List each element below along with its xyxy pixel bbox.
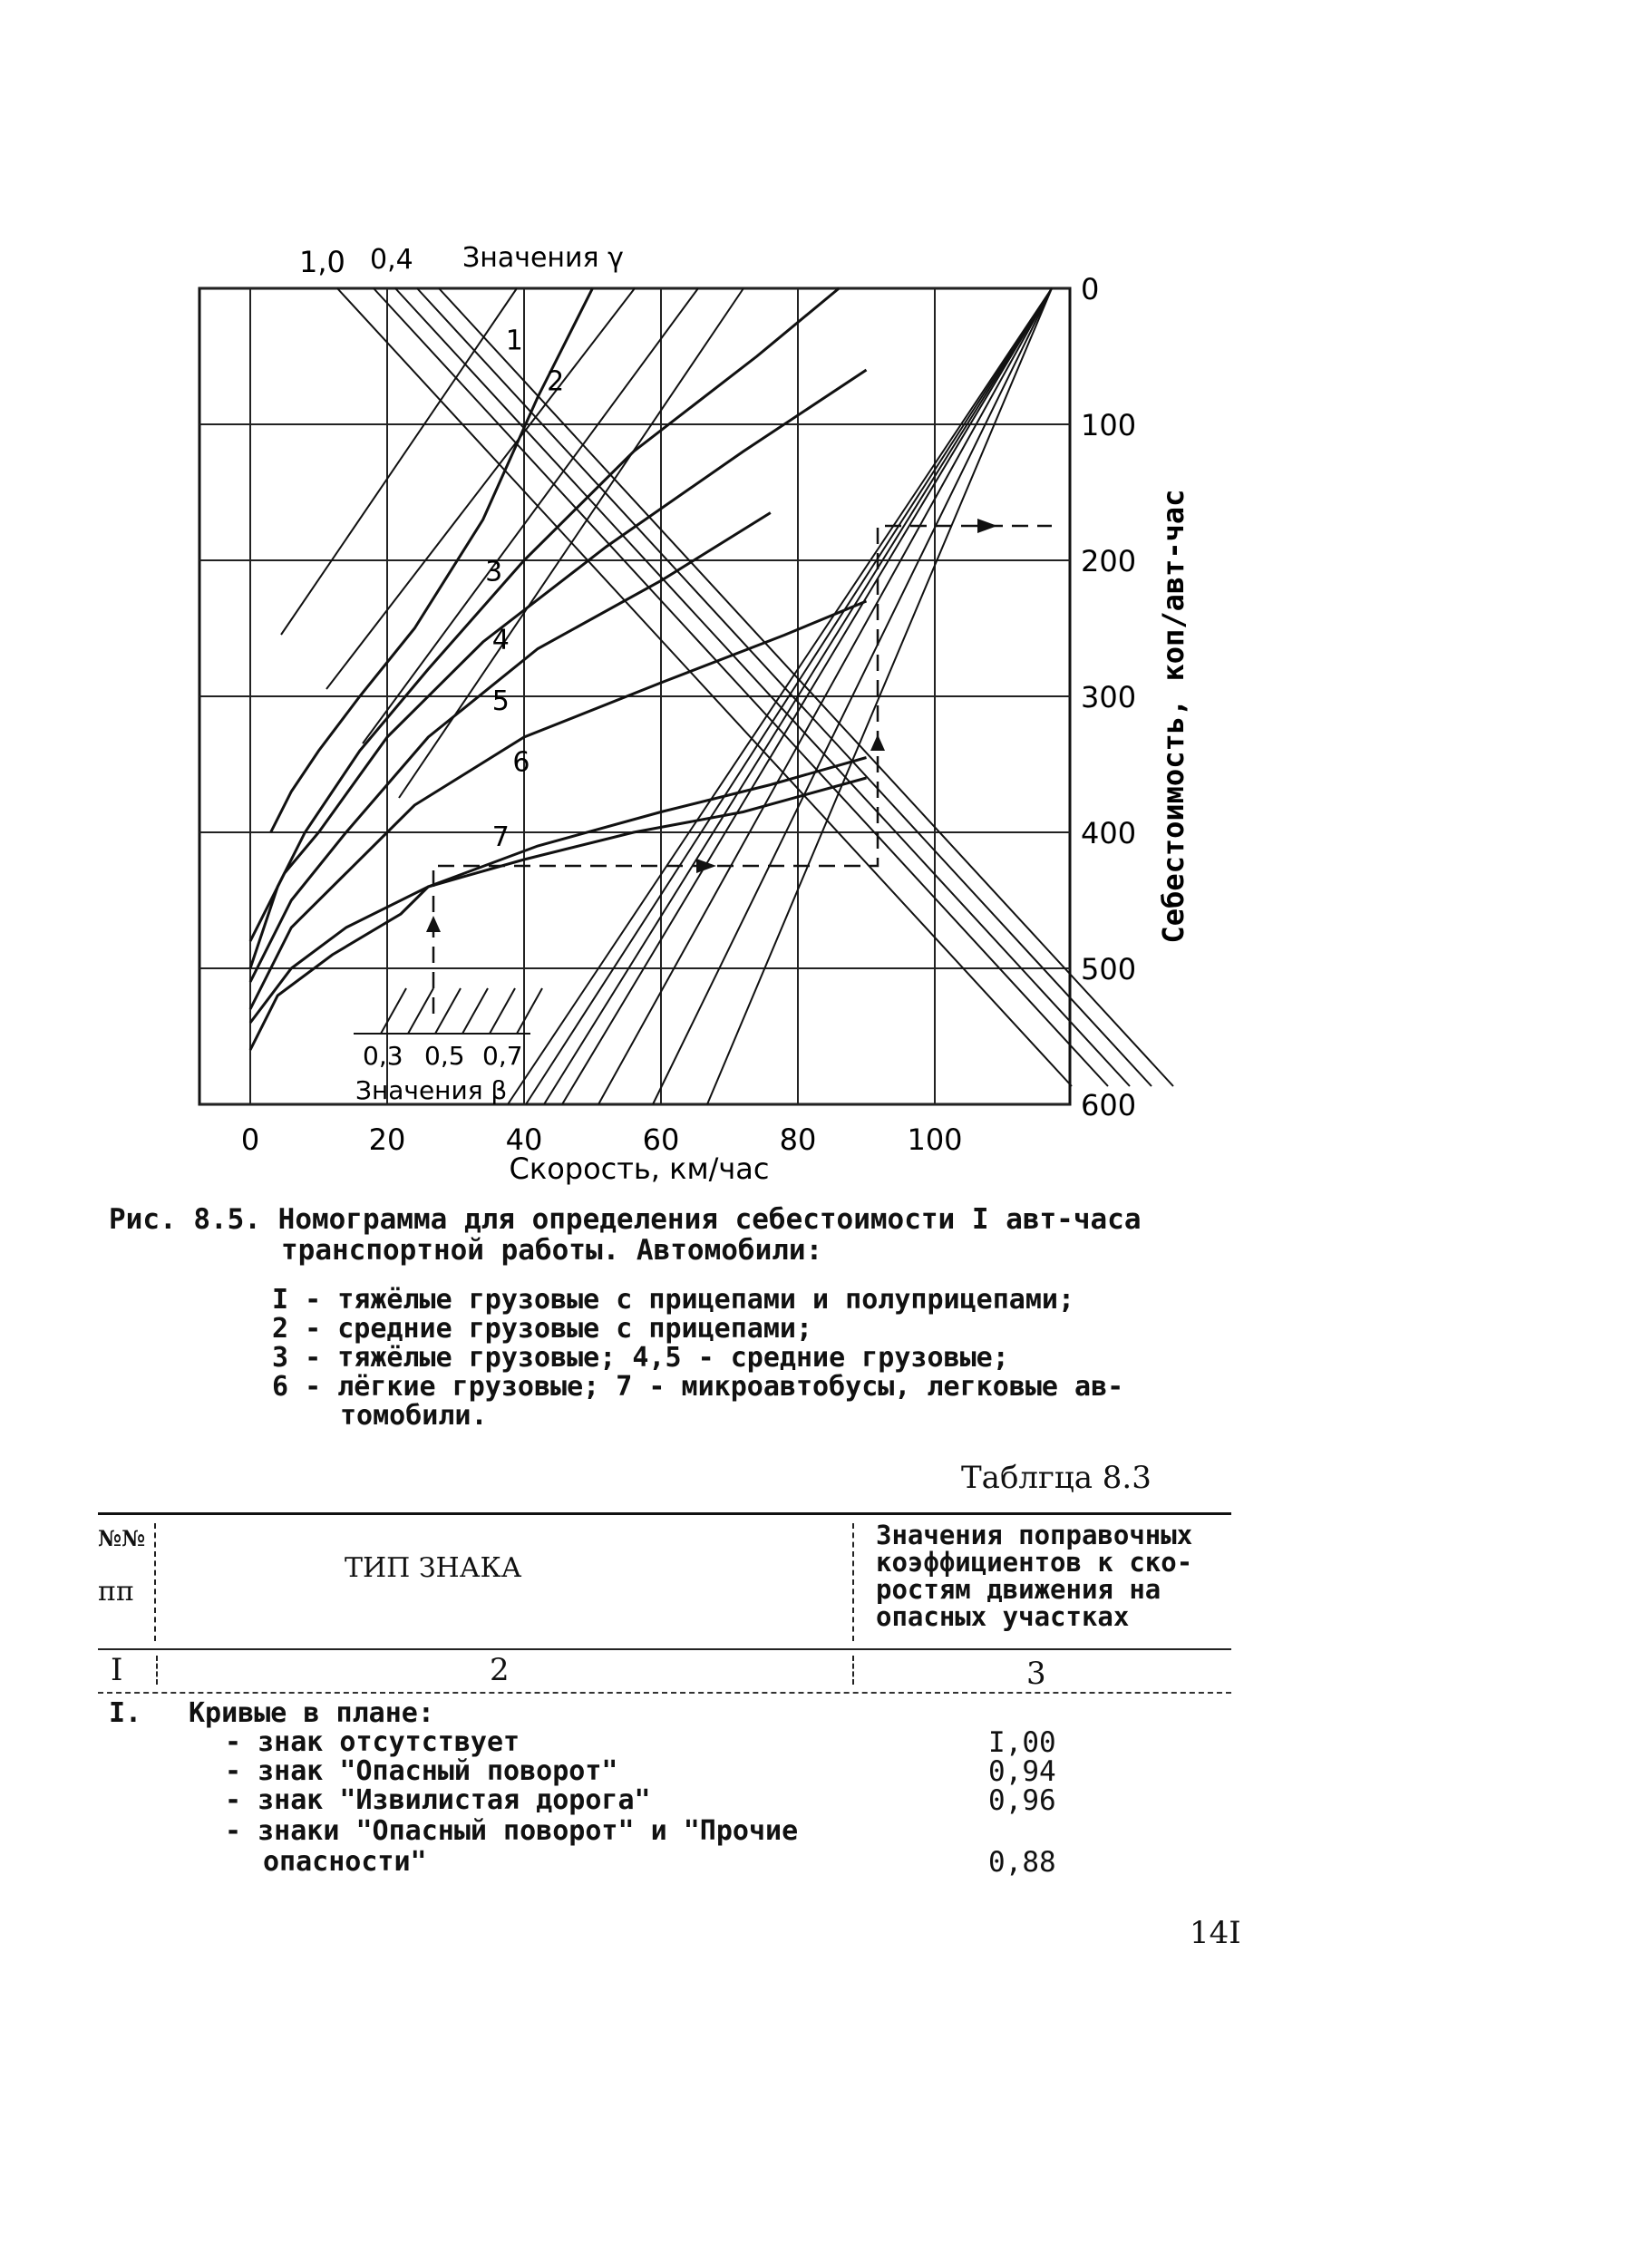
col2-header: ТИП ЗНАКА (345, 1552, 522, 1584)
curve-label: 6 (512, 746, 530, 779)
gamma-label: Значения γ (462, 242, 624, 274)
table-row-text: опасности" (263, 1846, 427, 1878)
legend-item: томобили. (340, 1400, 488, 1432)
curve-label: 7 (491, 821, 510, 853)
table-top-rule (98, 1512, 1231, 1515)
table-row-value: I,00 (988, 1726, 1056, 1759)
table-row-value: 0,94 (988, 1755, 1056, 1788)
caption-line-2: транспортной работы. Автомобили: (281, 1234, 823, 1267)
legend-item: I - тяжёлые грузовые с прицепами и полуприцепами; (272, 1284, 1075, 1316)
curve-label: 3 (485, 556, 503, 588)
curve-label: 2 (547, 365, 565, 398)
x-tick-label: 80 (779, 1122, 817, 1157)
arrow-right-icon (977, 519, 997, 533)
col3-header-line: коэффициентов к ско- (876, 1547, 1193, 1578)
y-tick-label: 600 (1081, 1088, 1137, 1122)
beta-hatch (381, 988, 406, 1034)
beta-hatch (517, 988, 542, 1034)
curve-label: 1 (505, 325, 523, 357)
y-tick-label: 300 (1081, 680, 1137, 714)
legend-item: 3 - тяжёлые грузовые; 4,5 - средние грузовые; (272, 1342, 1009, 1374)
col3-header-line: опасных участках (876, 1601, 1130, 1632)
x-axis-label: Скорость, км/час (509, 1151, 770, 1186)
beta-tick-label: 0,7 (482, 1041, 523, 1071)
table-row-text: - знаки "Опасный поворот" и "Прочие (225, 1815, 799, 1847)
y-tick-label: 400 (1081, 816, 1137, 850)
table-row-value: 0,96 (988, 1784, 1056, 1817)
legend-item: 2 - средние грузовые с прицепами; (272, 1313, 813, 1345)
x-tick-label: 20 (368, 1122, 406, 1157)
y-tick-label: 0 (1081, 272, 1100, 306)
gamma-line (337, 288, 1072, 1086)
table-row-num: I. (109, 1697, 142, 1729)
beta-hatch (490, 988, 515, 1034)
table-title: Таблгца 8.3 (961, 1460, 1152, 1496)
y-tick-label: 500 (1081, 952, 1137, 986)
cost-curve-4 (250, 513, 771, 983)
table-col-divider (852, 1656, 854, 1685)
table-row-text: - знак отсутствует (225, 1726, 520, 1758)
figure-caption (109, 1204, 1251, 1266)
x-tick-label: 0 (240, 1122, 260, 1157)
arrow-right-icon (696, 859, 716, 873)
vehicle-legend (272, 1286, 1269, 1431)
table-col-divider (156, 1656, 158, 1685)
x-tick-label: 100 (907, 1122, 963, 1157)
gamma-line (417, 288, 1152, 1086)
beta-hatch (408, 988, 433, 1034)
table-row-text: - знак "Опасный поворот" (225, 1755, 618, 1787)
curve-label: 4 (491, 624, 510, 656)
gamma-tick-label: 0,4 (370, 244, 413, 276)
arrow-up-icon (870, 734, 885, 751)
table-row-value: 0,88 (988, 1846, 1056, 1879)
y-tick-label: 200 (1081, 544, 1137, 578)
caption-label: Рис. 8.5. (109, 1203, 261, 1236)
cost-curve-7 (250, 778, 867, 1050)
col-number-3: 3 (1026, 1656, 1046, 1692)
gamma-line (326, 288, 635, 689)
col-number-1: I (111, 1652, 123, 1688)
gamma-line (439, 288, 1173, 1086)
beta-hatch (462, 988, 488, 1034)
col3-header-line: Значения поправочных (876, 1520, 1193, 1550)
gamma-line (374, 288, 1108, 1086)
curve-label: 5 (491, 685, 510, 717)
table-row-text: Кривые в плане: (189, 1697, 434, 1729)
col3-header (876, 1521, 1239, 1630)
y-tick-label: 100 (1081, 408, 1137, 442)
arrow-up-icon (426, 916, 441, 932)
col1-header-num: №№ (98, 1525, 146, 1551)
page-number: 14I (1190, 1915, 1241, 1951)
caption-line-1: Номограмма для определения себестоимости I авт-часа (277, 1203, 1142, 1236)
beta-hatch (435, 988, 461, 1034)
legend-item: 6 - лёгкие грузовые; 7 - микроавтобусы, легковые ав- (272, 1371, 1124, 1403)
col1-header-pp: пп (98, 1576, 134, 1608)
gamma-tick-label: 1,0 (299, 245, 345, 279)
table-col-divider (154, 1523, 156, 1641)
beta-tick-label: 0,5 (424, 1041, 465, 1071)
col-number-2: 2 (490, 1652, 510, 1688)
col3-header-line: ростям движения на (876, 1574, 1161, 1605)
table-header-rule (98, 1648, 1231, 1650)
beta-label: Значения β (355, 1075, 508, 1105)
y-axis-label: Себестоимость, коп/авт-час (1156, 489, 1190, 944)
x-tick-label: 60 (642, 1122, 680, 1157)
table-number-rule (98, 1692, 1231, 1694)
beta-tick-label: 0,3 (363, 1041, 403, 1071)
x-tick-label: 40 (505, 1122, 543, 1157)
table-row-text: - знак "Извилистая дорога" (225, 1784, 651, 1816)
gamma-line (399, 288, 743, 798)
table-col-divider (852, 1523, 854, 1641)
